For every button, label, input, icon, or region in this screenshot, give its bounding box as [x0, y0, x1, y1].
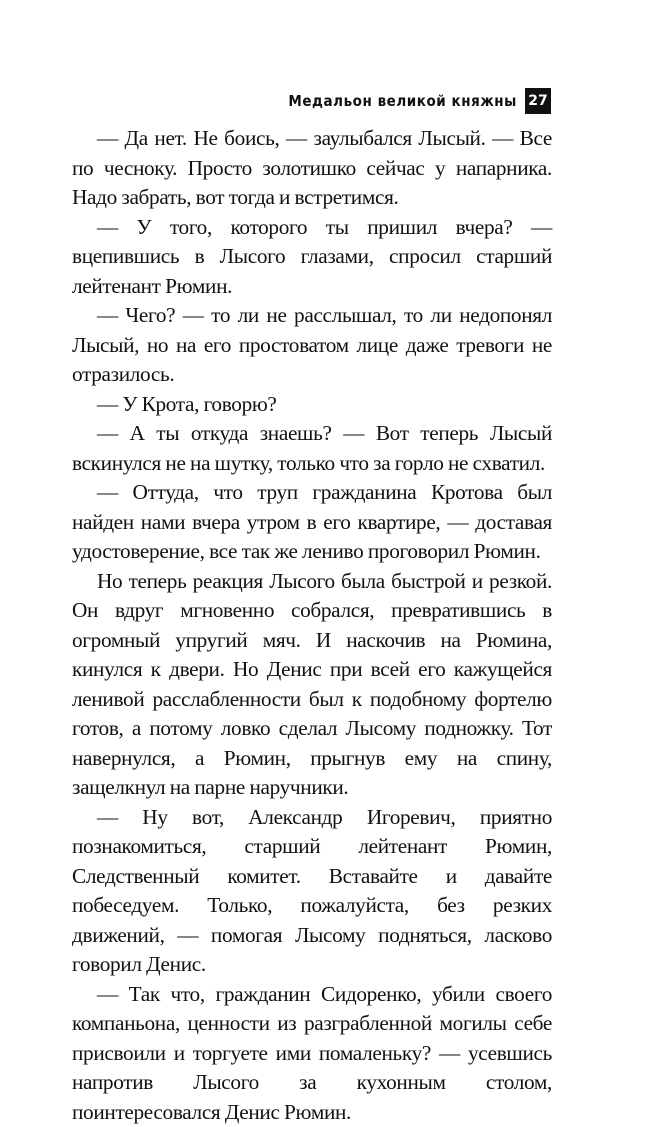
paragraph: — Оттуда, что труп гражданина Кротова был найден нами вчера утром в его квартире, — доставая удостоверение, все так же лениво проговорил Рюмин.: [72, 478, 552, 567]
paragraph: — Чего? — то ли не расслышал, то ли недопонял Лысый, но на его простоватом лице даже тревоги не отразилось.: [72, 301, 552, 390]
paragraph: — Да нет. Не боись, — заулыбался Лысый. — Все по чесноку. Просто золотишко сейчас у напарника. Надо забрать, вот тогда и встретимся.: [72, 124, 552, 213]
paragraph: — Ну вот, Александр Игоревич, приятно познакомиться, старший лейтенант Рюмин, Следственный комитет. Вставайте и давайте побеседуем. Только, пожалуйста, без резких движений, — помогая Лысому подняться, ласково говорил Денис.: [72, 803, 552, 980]
paragraph: — У Крота, говорю?: [72, 390, 552, 420]
page-number: 27: [525, 88, 551, 114]
paragraph: — Так что, гражданин Сидоренко, убили своего компаньона, ценности из разграбленной могилы себе присвоили и торгуете ими помаленьку? — усевшись напротив Лысого за кухонным столом, поинтересовался Денис Рюмин.: [72, 980, 552, 1127]
page-header: [263, 88, 551, 114]
body-text: [72, 124, 552, 1127]
paragraph: — У того, которого ты пришил вчера? — вцепившись в Лысого глазами, спросил старший лейтенант Рюмин.: [72, 213, 552, 302]
paragraph: — А ты откуда знаешь? — Вот теперь Лысый вскинулся не на шутку, только что за горло не схватил.: [72, 419, 552, 478]
running-title: Медальон великой княжны: [288, 92, 517, 110]
paragraph: Но теперь реакция Лысого была быстрой и резкой. Он вдруг мгновенно собрался, превратившись в огромный упругий мяч. И наскочив на Рюмина, кинулся к двери. Но Денис при всей его кажущейся ленивой расслабленности был к подобному фортелю готов, а потому ловко сделал Лысому подножку. Тот навернулся, а Рюмин, прыгнув ему на спину, защелкнул на парне наручники.: [72, 567, 552, 803]
